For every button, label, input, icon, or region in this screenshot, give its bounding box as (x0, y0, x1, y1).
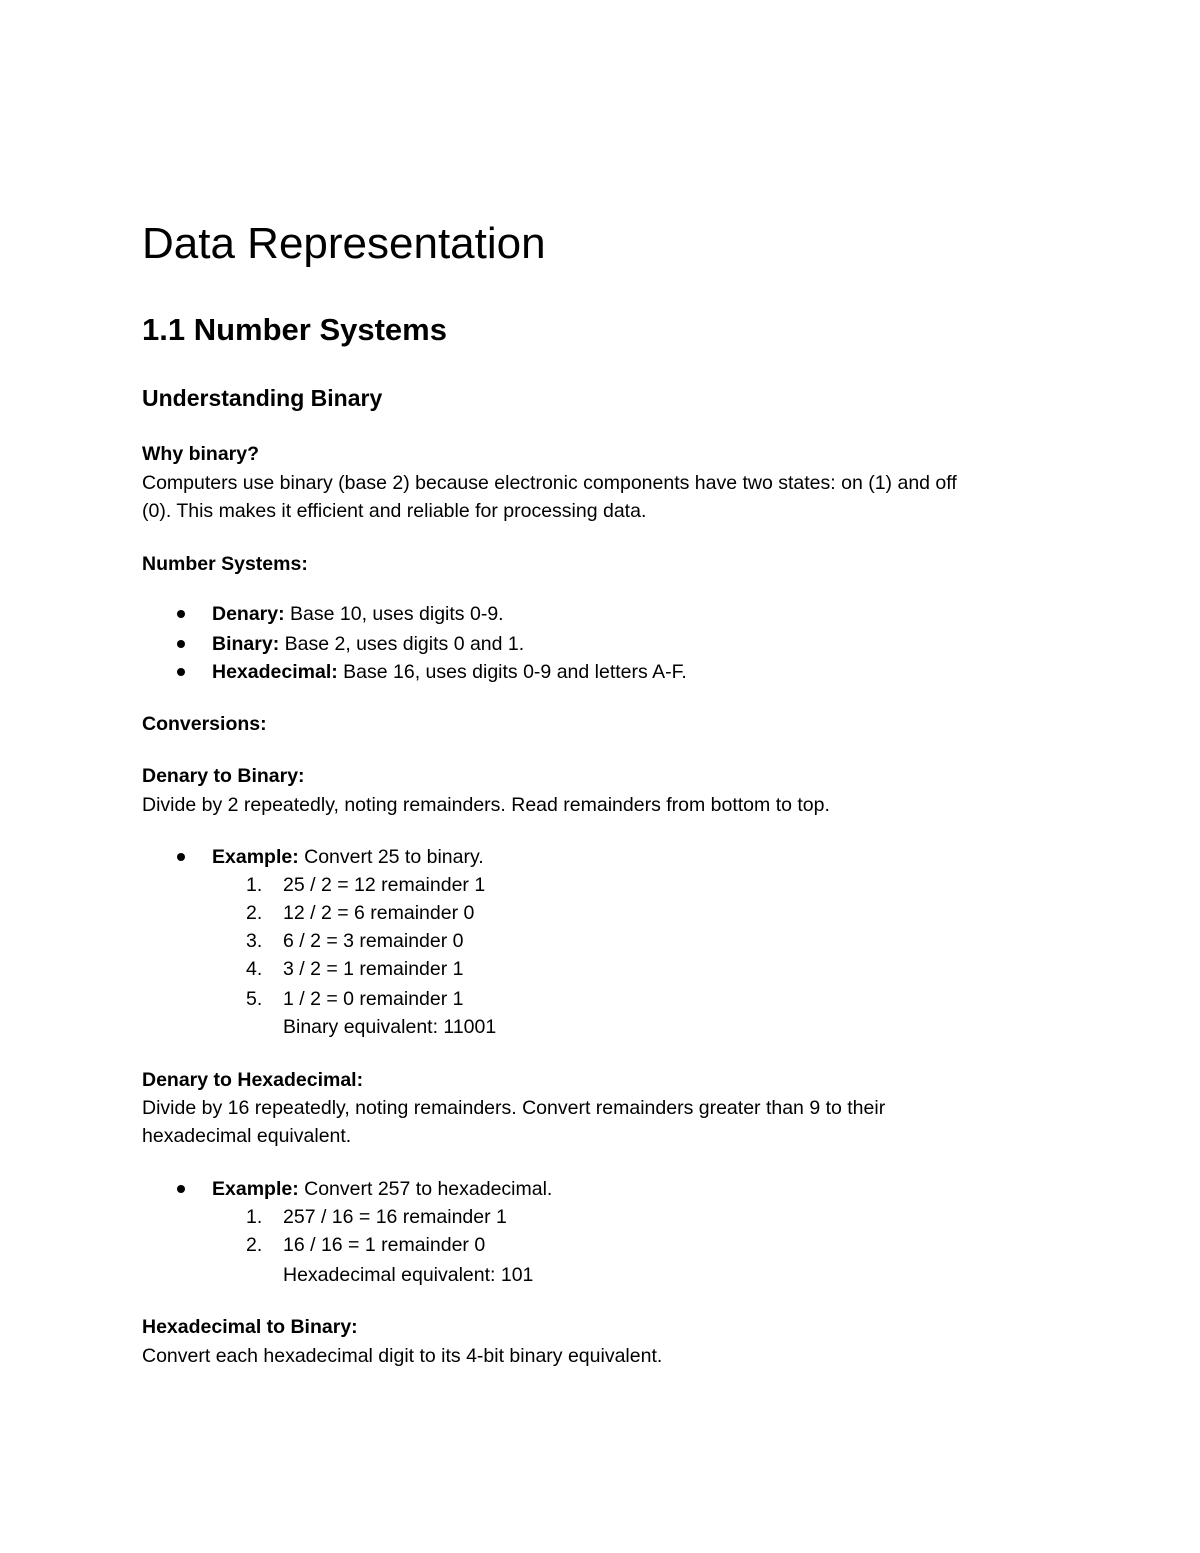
bullet-icon (177, 853, 185, 861)
example-description: Convert 25 to binary. (298, 846, 484, 868)
denary-to-binary-label: Denary to Binary: (142, 765, 305, 787)
step-text: 6 / 2 = 3 remainder 0 (283, 930, 464, 952)
why-binary-text-line2: (0). This makes it efficient and reliable for processing data. (142, 500, 647, 522)
list-item-denary (212, 600, 504, 628)
bullet-icon (177, 640, 185, 648)
hex-result: Hexadecimal equivalent: 101 (283, 1264, 534, 1286)
conversions-label: Conversions: (142, 713, 267, 735)
denary-to-hex-label: Denary to Hexadecimal: (142, 1069, 364, 1091)
number-systems-label: Number Systems: (142, 553, 308, 575)
step-number: 3. (246, 930, 263, 952)
term-description: Base 10, uses digits 0-9. (284, 603, 504, 625)
why-binary-text-line1: Computers use binary (base 2) because electronic components have two states: on (1) and off (142, 472, 957, 494)
list-item-hexadecimal (212, 658, 687, 686)
term-description: Base 2, uses digits 0 and 1. (279, 633, 525, 655)
step-text: 3 / 2 = 1 remainder 1 (283, 958, 464, 980)
step-number: 2. (246, 1234, 263, 1256)
denary-to-hex-text-line1: Divide by 16 repeatedly, noting remainders. Convert remainders greater than 9 to their (142, 1097, 886, 1119)
term-label: Binary: (212, 633, 280, 655)
list-item-binary (212, 630, 524, 658)
step-number: 1. (246, 1206, 263, 1228)
step-text: 257 / 16 = 16 remainder 1 (283, 1206, 507, 1228)
step-number: 4. (246, 958, 263, 980)
why-binary-label: Why binary? (142, 443, 260, 465)
section-heading: 1.1 Number Systems (142, 312, 447, 347)
step-number: 2. (246, 902, 263, 924)
term-description: Base 16, uses digits 0-9 and letters A-F. (337, 661, 687, 683)
denary-to-binary-text: Divide by 2 repeatedly, noting remainders. Read remainders from bottom to top. (142, 794, 830, 816)
hex-to-binary-label: Hexadecimal to Binary: (142, 1316, 358, 1338)
document-title: Data Representation (142, 219, 546, 268)
binary-result: Binary equivalent: 11001 (283, 1016, 497, 1038)
subsection-heading: Understanding Binary (142, 385, 383, 411)
step-text: 12 / 2 = 6 remainder 0 (283, 902, 475, 924)
bullet-icon (177, 610, 185, 618)
example-label: Example: (212, 1178, 299, 1200)
bullet-icon (177, 1185, 185, 1193)
term-label: Hexadecimal: (212, 661, 338, 683)
example-label: Example: (212, 846, 299, 868)
step-number: 5. (246, 988, 263, 1010)
example-item (212, 1175, 552, 1203)
example-item (212, 843, 484, 871)
step-text: 25 / 2 = 12 remainder 1 (283, 874, 486, 896)
term-label: Denary: (212, 603, 285, 625)
step-text: 16 / 16 = 1 remainder 0 (283, 1234, 486, 1256)
step-text: 1 / 2 = 0 remainder 1 (283, 988, 464, 1010)
example-description: Convert 257 to hexadecimal. (298, 1178, 553, 1200)
step-number: 1. (246, 874, 263, 896)
hex-to-binary-text: Convert each hexadecimal digit to its 4-bit binary equivalent. (142, 1345, 663, 1367)
denary-to-hex-text-line2: hexadecimal equivalent. (142, 1125, 352, 1147)
bullet-icon (177, 668, 185, 676)
